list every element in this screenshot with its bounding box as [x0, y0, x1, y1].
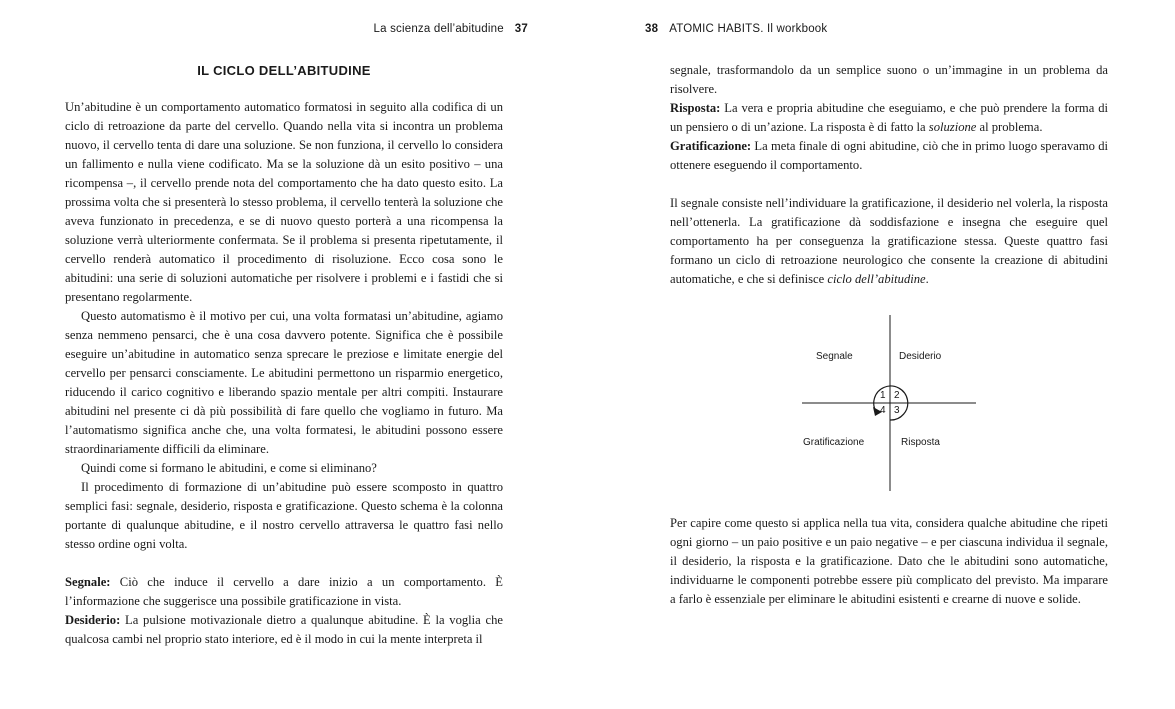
- habit-loop-diagram: [798, 315, 978, 495]
- page-number: 38: [645, 23, 659, 35]
- definition-text: al problema.: [976, 120, 1043, 134]
- right-page: [588, 0, 1175, 709]
- definition-continuation: segnale, trasformandolo da un semplice suono o un’immagine in un problema da risolvere.: [670, 63, 1108, 96]
- paragraph: Un’abitudine è un comportamento automatico formatosi in seguito alla codifica di un ciclo di retroazione da parte del cervello. Quando nella vita si incontra un problema nuovo, il cervello tenta di dare una soluzione. Se non funziona, il cervello lo considera un fallimento e nulla viene codificato. Ma se la soluzione dà un esito positivo – una ricompensa –, il cervello prende nota del comportamento che ha dato questo esito. La prossima volta che si presenterà lo stesso problema, il cervello tenterà la soluzione che aveva funzionato in precedenza, e se di nuovo questo porterà a una ricompensa la soluzione verrà ulteriormente confermata. Se il problema si presenta ripetutamente, il cervello renderà automatico il procedimento di risoluzione. Ecco cosa sono le abitudini: una serie di soluzioni automatiche per risolvere i problemi e i fastidi che si presentano regolarmente.: [65, 100, 503, 304]
- definition-term: Risposta:: [670, 101, 721, 115]
- step-number-2: 2: [894, 390, 900, 401]
- definition-text: La pulsione motivazionale dietro a qualunque abitudine. È la voglia che qualcosa cambi nel proprio stato interiore, ed è il modo in cui la mente interpreta il: [65, 613, 503, 646]
- running-head-title: ATOMIC HABITS. Il workbook: [669, 23, 828, 35]
- body-text-bottom: [670, 514, 1108, 609]
- definition-risposta: [670, 99, 1108, 137]
- definition-term: Desiderio:: [65, 613, 121, 627]
- emphasis: soluzione: [928, 120, 977, 134]
- step-number-1: 1: [880, 390, 886, 401]
- definition-text: La meta finale di ogni abitudine, ciò che in primo luogo speravamo di ottenere eseguendo il comportamento.: [670, 139, 1108, 172]
- body-text: [65, 98, 503, 649]
- paragraph: Il procedimento di formazione di un’abitudine può essere scomposto in quattro semplici fasi: segnale, desiderio, risposta e gratificazione. Questo schema è la colonna portante di qualunque abitudine, e il nostro cervello attraversa le quattro fasi nello stesso ordine ogni volta.: [65, 480, 503, 551]
- paragraph-text: .: [925, 272, 929, 286]
- section-title: IL CICLO DELL’ABITUDINE: [197, 63, 371, 78]
- definition-text: La vera e propria abitudine che eseguiamo, e che può prendere la forma di un pensiero o di un’azione. La risposta è di fatto la: [670, 101, 1108, 134]
- paragraph-text: Il segnale consiste nell’individuare la gratificazione, il desiderio nel volerla, la risposta nell’ottenerla. La gratificazione dà soddisfazione e insegna che eseguire quel comportamento ha per conseguenza la gratificazione stessa. Queste quattro fasi formano un ciclo di retroazione neurologico che consente la creazione di abitudini automatiche, e che si definisce: [670, 196, 1108, 286]
- definition-term: Segnale:: [65, 575, 111, 589]
- label-risposta: Risposta: [901, 437, 940, 448]
- diagram-axes: [798, 315, 978, 495]
- summary-paragraph: [670, 194, 1108, 289]
- body-text-top: [670, 61, 1108, 289]
- running-head: [645, 23, 827, 35]
- closing-paragraph: Per capire come questo si applica nella tua vita, considera qualche abitudine che ripeti ogni giorno – un paio positive e un paio negative – e per ciascuna individua il segnale, il desiderio, la risposta e la gratificazione. Dato che le abitudini sono automatiche, individuarne le componenti potrebbe essere più complicato del previsto. Ma imparare a farlo è essenziale per eliminare le abitudini esistenti e crearne di nuove e solide.: [670, 516, 1108, 606]
- label-segnale: Segnale: [816, 351, 853, 362]
- emphasis: ciclo dell’abitudine: [827, 272, 926, 286]
- paragraph: Quindi come si formano le abitudini, e come si eliminano?: [81, 461, 377, 475]
- running-head: [373, 23, 528, 35]
- label-desiderio: Desiderio: [899, 351, 942, 362]
- left-page: [0, 0, 587, 709]
- definition-desiderio: [65, 611, 503, 649]
- running-head-title: La scienza dell’abitudine: [373, 23, 504, 35]
- label-gratificazione: Gratificazione: [803, 437, 865, 448]
- definition-gratificazione: [670, 137, 1108, 175]
- step-number-4: 4: [880, 405, 886, 416]
- definition-text: Ciò che induce il cervello a dare inizio a un comportamento. È l’informazione che suggerisce una possibile gratificazione in vista.: [65, 575, 503, 608]
- definition-term: Gratificazione:: [670, 139, 752, 153]
- step-number-3: 3: [894, 405, 900, 416]
- page-number: 37: [514, 23, 528, 35]
- paragraph: Questo automatismo è il motivo per cui, una volta formatasi un’abitudine, agiamo senza nemmeno pensarci, che è una cosa davvero potente. Significa che è possibile eseguire un’abitudine in automatico senza sprecare le preziose e limitate energie del cervello per pensarci consciamente. Le abitudini permettono un risparmio energetico, riducendo il carico cognitivo e liberando spazio mentale per altri compiti. Instaurare abitudini nel presente ci dà più possibilità di fare quello che vogliamo in futuro. Ma l’automatismo significa anche che, una volta formatesi, le abitudini possono essere straordinariamente difficili da eliminare.: [65, 309, 503, 456]
- definition-segnale: [65, 573, 503, 611]
